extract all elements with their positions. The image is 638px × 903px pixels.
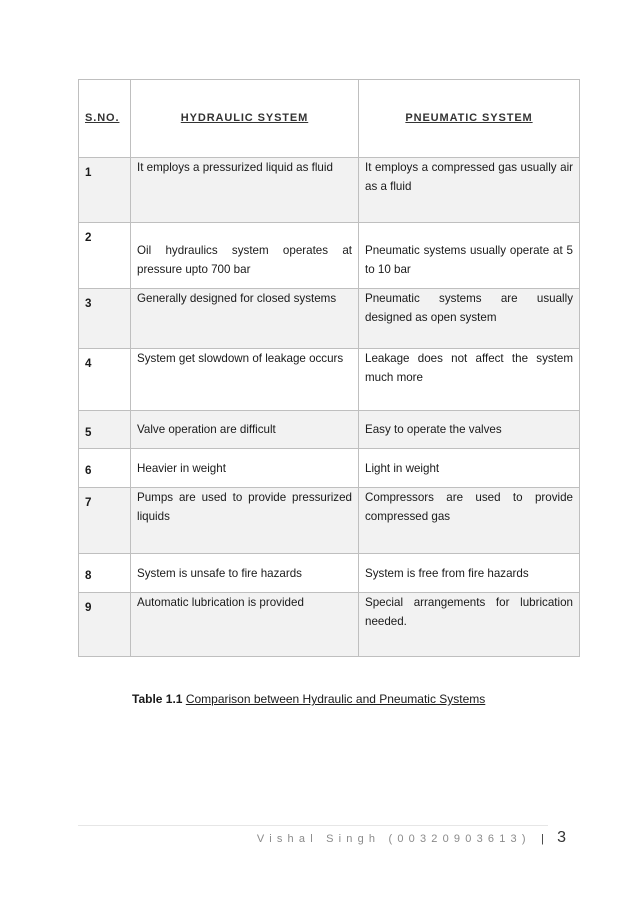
cell-hydraulic: Generally designed for closed systems [131, 289, 359, 349]
table-row [79, 289, 580, 349]
cell-sno: 2 [79, 223, 131, 289]
cell-sno: 9 [79, 593, 131, 657]
cell-pneumatic: System is free from fire hazards [359, 554, 580, 593]
table-row [79, 411, 580, 449]
page-footer [257, 829, 566, 847]
cell-hydraulic: It employs a pressurized liquid as fluid [131, 158, 359, 223]
table-row [79, 223, 580, 289]
cell-pneumatic: It employs a compressed gas usually air as a fluid [359, 158, 580, 223]
table-header-row [79, 80, 580, 158]
header-hydraulic: HYDRAULIC SYSTEM [131, 80, 359, 158]
table-row [79, 593, 580, 657]
cell-sno: 6 [79, 449, 131, 488]
cell-hydraulic: System get slowdown of leakage occurs [131, 349, 359, 411]
footer-author: Vishal Singh (00320903613) [256, 833, 531, 845]
cell-hydraulic: Valve operation are difficult [131, 411, 359, 449]
cell-pneumatic: Leakage does not affect the system much more [359, 349, 580, 411]
cell-hydraulic: System is unsafe to fire hazards [131, 554, 359, 593]
cell-sno: 8 [79, 554, 131, 593]
table-row [79, 158, 580, 223]
cell-sno: 4 [79, 349, 131, 411]
table-row [79, 349, 580, 411]
table-row [79, 554, 580, 593]
cell-pneumatic: Light in weight [359, 449, 580, 488]
caption-title: Comparison between Hydraulic and Pneumatic Systems [185, 692, 486, 706]
comparison-table [78, 79, 580, 657]
cell-sno: 1 [79, 158, 131, 223]
cell-pneumatic: Special arrangements for lubrication needed. [359, 593, 580, 657]
header-pneumatic: PNEUMATIC SYSTEM [359, 80, 580, 158]
cell-pneumatic: Pneumatic systems are usually designed as open system [359, 289, 580, 349]
cell-sno: 7 [79, 488, 131, 554]
cell-pneumatic: Easy to operate the valves [359, 411, 580, 449]
footer-separator: | [540, 833, 544, 845]
page-number: 3 [557, 829, 566, 846]
footer-divider [78, 825, 548, 826]
cell-hydraulic: Pumps are used to provide pressurized liquids [131, 488, 359, 554]
table-row [79, 449, 580, 488]
cell-pneumatic: Compressors are used to provide compressed gas [359, 488, 580, 554]
table-row [79, 488, 580, 554]
cell-sno: 3 [79, 289, 131, 349]
header-sno: S.NO. [79, 80, 131, 158]
cell-sno: 5 [79, 411, 131, 449]
cell-hydraulic: Automatic lubrication is provided [131, 593, 359, 657]
cell-hydraulic: Heavier in weight [131, 449, 359, 488]
cell-hydraulic: Oil hydraulics system operates at pressure upto 700 bar [131, 223, 359, 289]
table-caption [132, 692, 485, 706]
cell-pneumatic: Pneumatic systems usually operate at 5 to 10 bar [359, 223, 580, 289]
caption-label: Table 1.1 [132, 692, 183, 706]
